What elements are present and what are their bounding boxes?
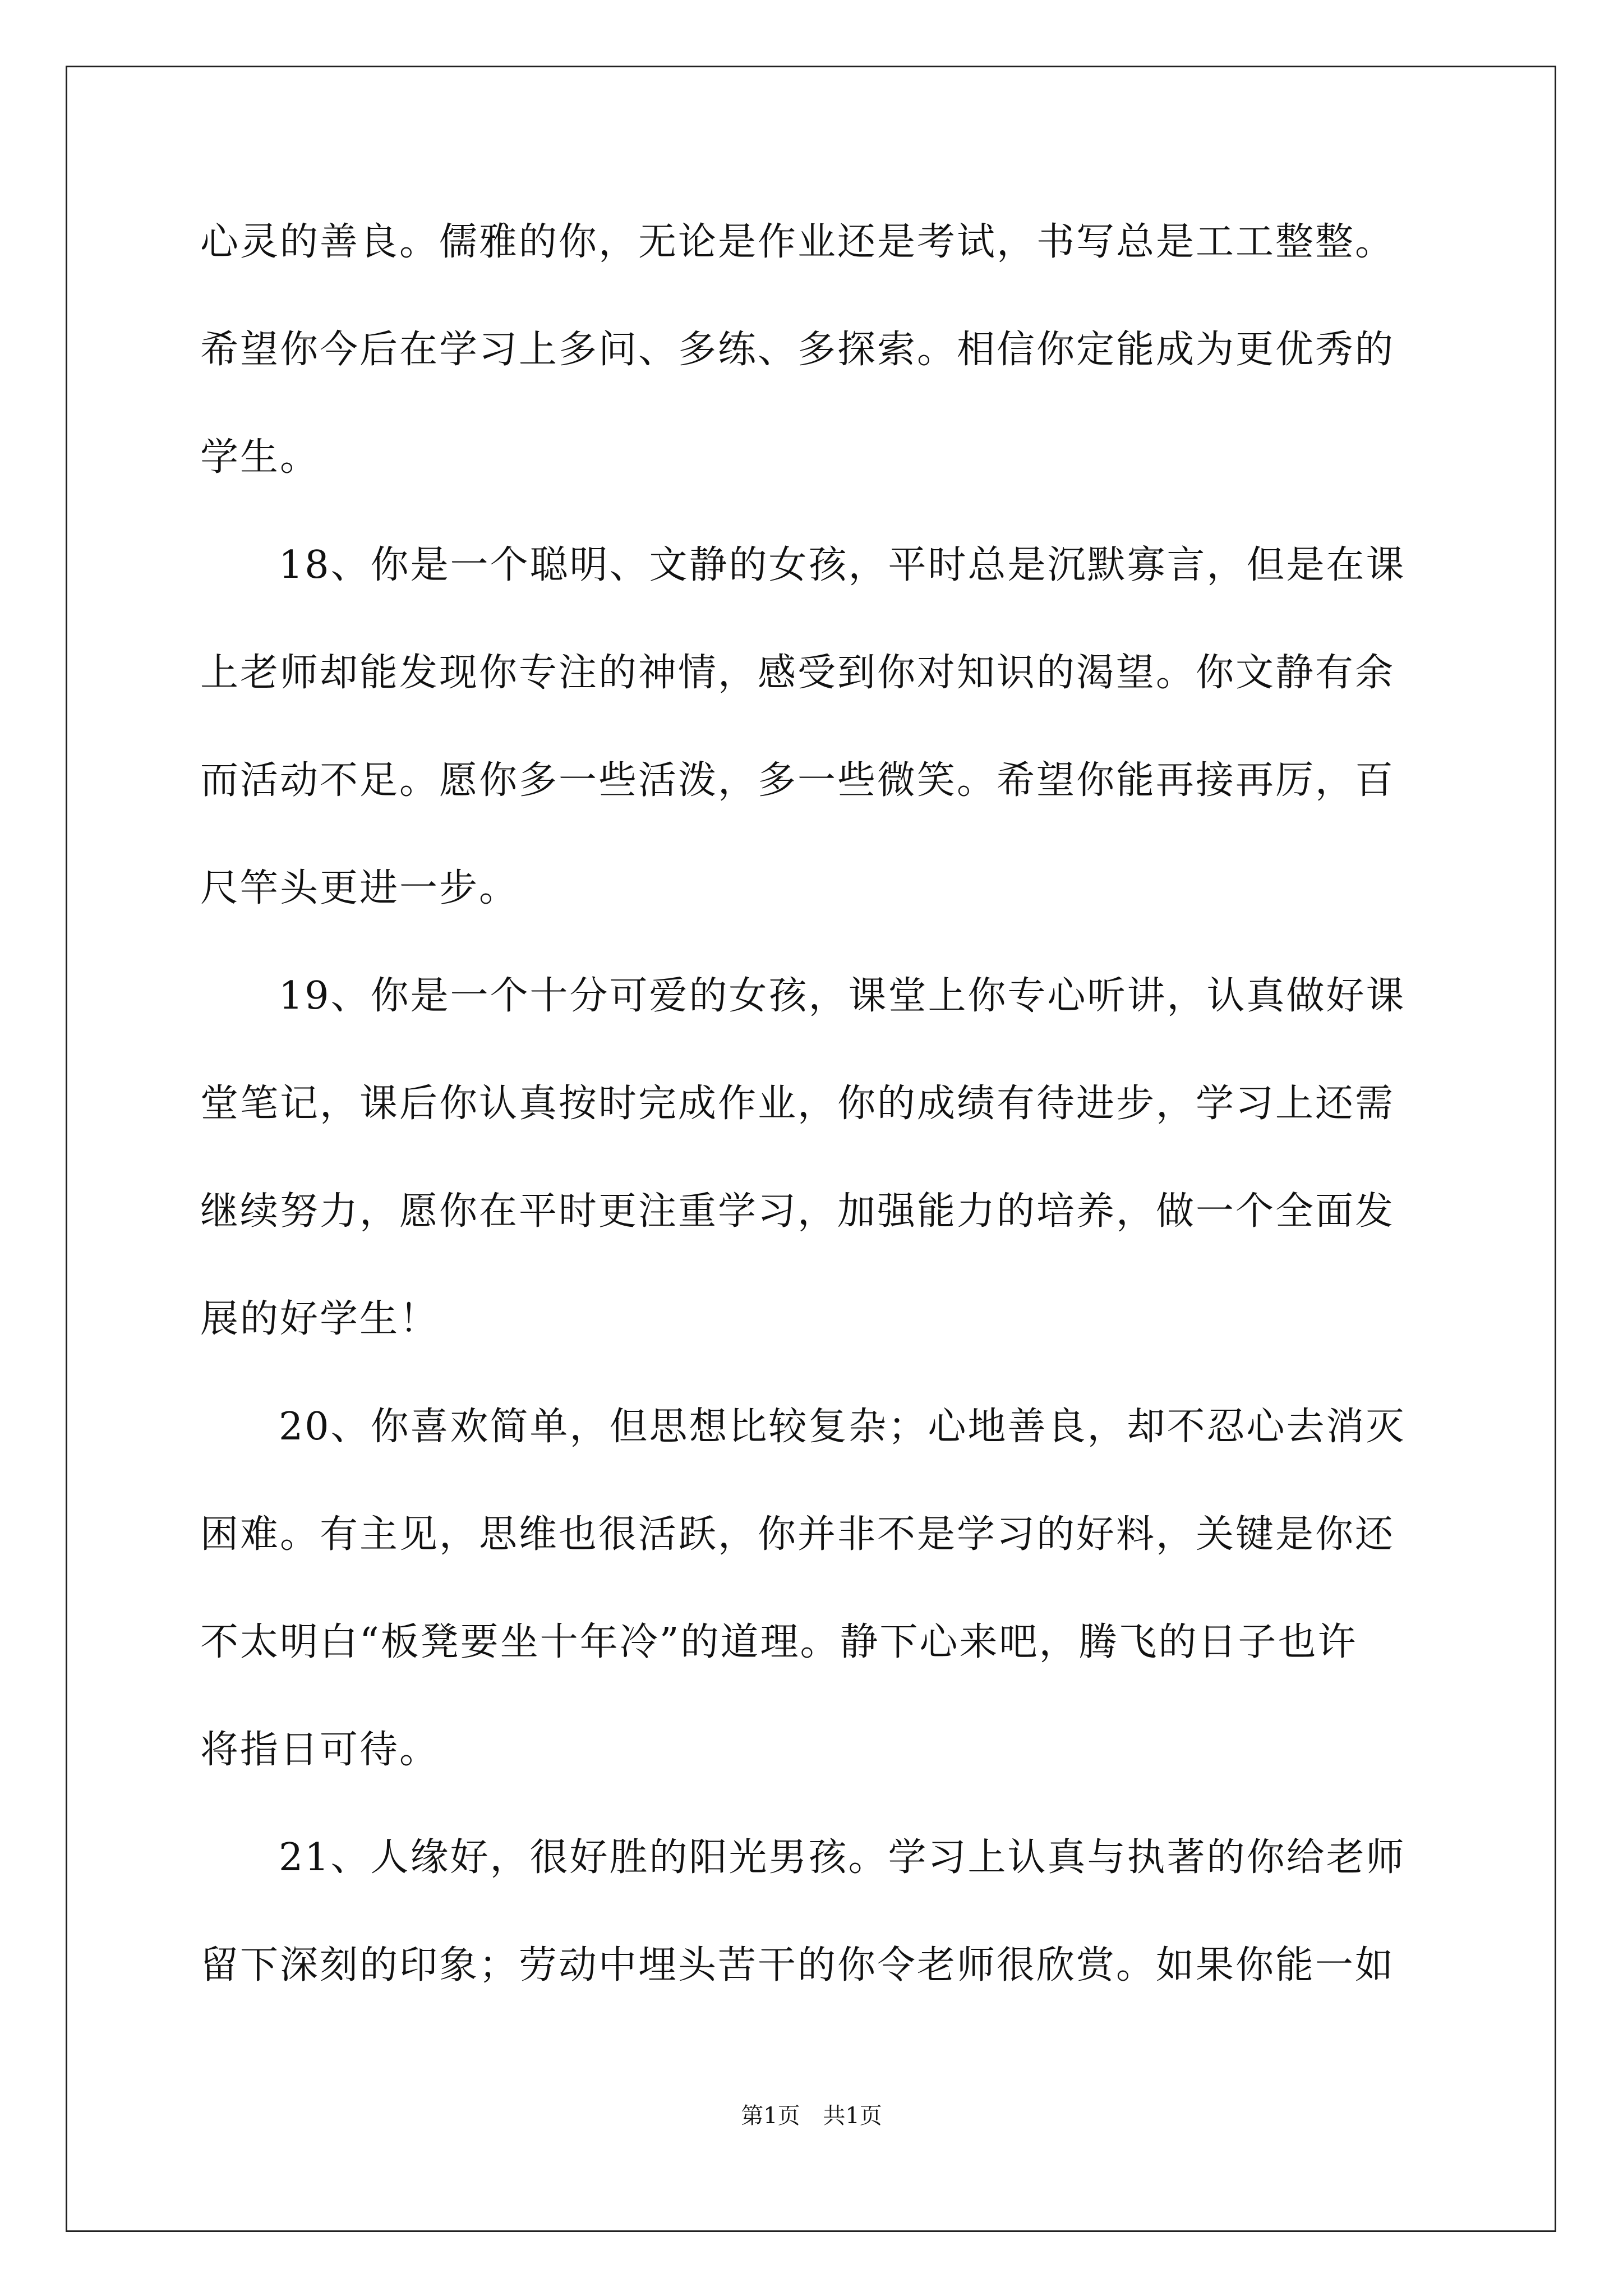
text-line: 堂笔记，课后你认真按时完成作业，你的成绩有待进步，学习上还需 xyxy=(200,1082,1395,1126)
paragraph-start-line: 20、你喜欢简单，但思想比较复杂；心地善良，却不忍心去消灭 xyxy=(279,1405,1406,1449)
text-line: 展的好学生！ xyxy=(200,1297,440,1341)
page-footer xyxy=(0,2098,1623,2130)
text-line: 困难。有主见，思维也很活跃，你并非不是学习的好料，关键是你还 xyxy=(200,1512,1395,1557)
text-line: 留下深刻的印象；劳动中埋头苦干的你令老师很欣赏。如果你能一如 xyxy=(200,1943,1395,1987)
paragraph-start-line: 21、人缘好，很好胜的阳光男孩。学习上认真与执著的你给老师 xyxy=(279,1835,1406,1880)
page-number-current: 第1页 xyxy=(741,2103,800,2129)
text-line: 将指日可待。 xyxy=(200,1728,440,1772)
page-number-total: 共1页 xyxy=(823,2103,882,2129)
text-line: 不太明白“板凳要坐十年冷”的道理。静下心来吧，腾飞的日子也许 xyxy=(200,1620,1358,1664)
text-line: 学生。 xyxy=(200,435,320,480)
text-line: 上老师却能发现你专注的神情，感受到你对知识的渴望。你文静有余 xyxy=(200,651,1395,695)
paragraph-start-line: 18、你是一个聪明、文静的女孩，平时总是沉默寡言，但是在课 xyxy=(279,543,1406,587)
text-line: 而活动不足。愿你多一些活泼，多一些微笑。希望你能再接再厉，百 xyxy=(200,758,1395,803)
text-line: 心灵的善良。儒雅的你，无论是作业还是考试，书写总是工工整整。 xyxy=(200,220,1395,264)
text-line: 继续努力，愿你在平时更注重学习，加强能力的培养，做一个全面发 xyxy=(200,1189,1395,1234)
page-border xyxy=(66,66,1556,2232)
paragraph-start-line: 19、你是一个十分可爱的女孩，课堂上你专心听讲，认真做好课 xyxy=(279,974,1406,1018)
text-line: 希望你今后在学习上多问、多练、多探索。相信你定能成为更优秀的 xyxy=(200,328,1395,372)
text-line: 尺竿头更进一步。 xyxy=(200,866,519,910)
